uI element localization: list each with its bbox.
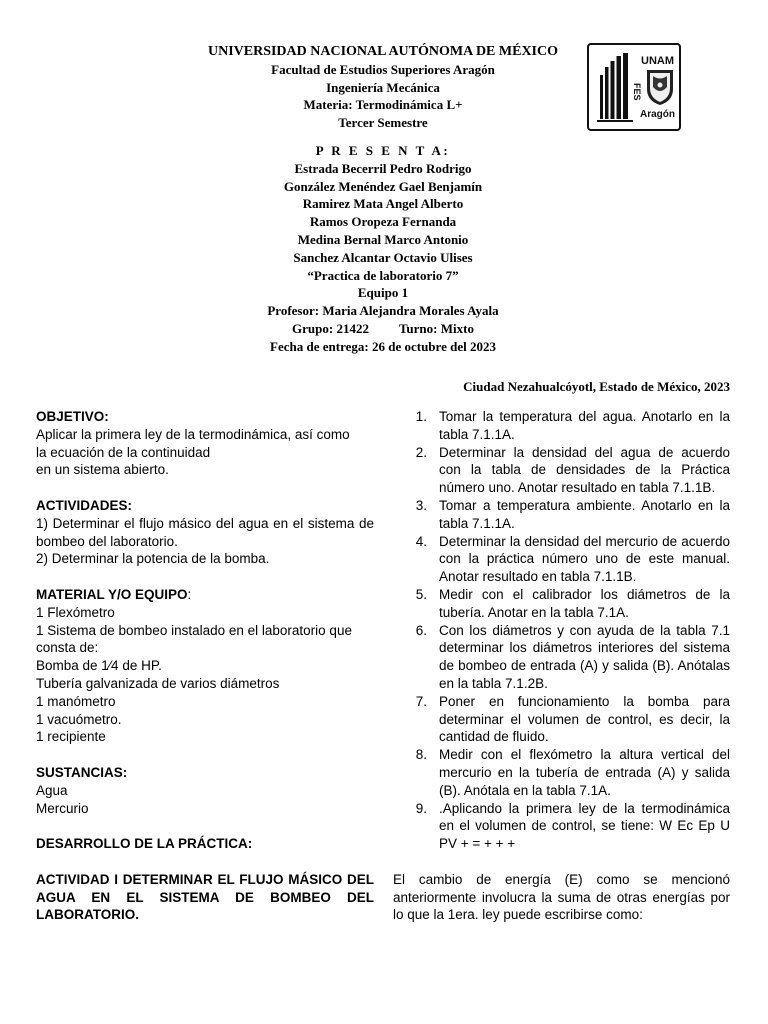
material-item: 1 manómetro: [36, 693, 116, 709]
procedure-step: [393, 408, 730, 444]
material-item: 1 Sistema de bombeo instalado en el laboratorio que consta de:: [36, 622, 352, 656]
step-number: 3.: [415, 497, 427, 513]
shift-label: Turno: Mixto: [398, 320, 474, 336]
material-heading-colon: :: [187, 586, 192, 602]
step-number: 6.: [415, 622, 427, 638]
material-heading: MATERIAL Y/O EQUIPO: [36, 586, 188, 602]
career-name: Ingeniería Mecánica: [326, 79, 440, 95]
procedure-step: [393, 533, 730, 586]
left-column: [36, 408, 374, 924]
procedure-step: [393, 800, 730, 853]
actividad-1-heading: ACTIVIDAD I DETERMINAR EL FLUJO MÁSICO DEL AGUA EN EL SISTEMA DE BOMBEO DEL LABORATORIO.: [36, 871, 374, 923]
objetivo-heading: OBJETIVO:: [36, 409, 109, 424]
procedure-step: [393, 693, 730, 746]
group-label: Grupo: 21422: [292, 320, 369, 336]
team-label: Equipo 1: [357, 285, 409, 301]
step-text: .Aplicando la primera ley de la termodinámica en el volumen de control, se tiene: W Ec Ep U PV + = + + +: [439, 800, 730, 852]
actividad-item: 2) Determinar la potencia de la bomba.: [36, 551, 270, 567]
desarrollo-heading: DESARROLLO DE LA PRÁCTICA:: [36, 836, 253, 852]
student-name: Sanchez Alcantar Octavio Ulises: [293, 249, 473, 265]
fes-text: FES: [632, 83, 642, 101]
procedure-step: [393, 622, 730, 693]
sustancia-item: Mercurio: [36, 800, 89, 816]
material-item: 1 Flexómetro: [36, 604, 115, 620]
student-name: Estrada Becerril Pedro Rodrigo: [294, 160, 472, 176]
material-item: 1 vacuómetro.: [36, 711, 122, 727]
actividad-item: 1) Determinar el flujo másico del agua en el sistema de bombeo del laboratorio.: [36, 515, 374, 549]
fes-aragon-logo: [587, 43, 681, 131]
student-name: Ramos Oropeza Fernanda: [309, 214, 457, 230]
university-name: UNIVERSIDAD NACIONAL AUTÓNOMA DE MÉXICO: [207, 44, 559, 59]
step-text: Determinar la densidad del mercurio de acuerdo con la práctica número uno de este manual. Anotar resultado en tabla 7.1.1B.: [439, 533, 730, 585]
material-item: Tubería galvanizada de varios diámetros: [36, 675, 280, 691]
material-item: 1 recipiente: [36, 729, 106, 745]
student-name: Medina Bernal Marco Antonio: [297, 231, 469, 247]
sustancia-item: Agua: [36, 782, 68, 798]
step-number: 4.: [415, 533, 427, 549]
subject-name: Materia: Termodinámica L+: [303, 97, 463, 113]
objetivo-line: en un sistema abierto.: [36, 462, 169, 478]
city-year: Ciudad Nezahualcóyotl, Estado de México, 2023: [463, 379, 730, 394]
practice-title: “Practica de laboratorio 7”: [307, 267, 459, 283]
step-number: 9.: [415, 800, 427, 816]
step-number: 1.: [415, 409, 427, 424]
unam-text: UNAM: [641, 55, 674, 67]
professor-label: Profesor: Maria Alejandra Morales Ayala: [267, 303, 499, 319]
step-text: Determinar la densidad del agua de acuerdo con la tabla de densidades de la Práctica número uno. Anotar resultado en tabla 7.1.1B.: [439, 444, 730, 496]
procedure-step: [393, 586, 730, 622]
procedure-step: [393, 497, 730, 533]
step-number: 5.: [415, 586, 427, 602]
step-text: Poner en funcionamiento la bomba para determinar el volumen de control, es decir, la cantidad de fluido.: [439, 693, 730, 745]
aragon-text: Aragón: [640, 109, 675, 120]
energy-paragraph: El cambio de energía (E) como se mencionó anteriormente involucra la suma de otras energías por lo que la 1era. ley puede escribirse como:: [393, 871, 730, 923]
procedure-step: [393, 746, 730, 799]
step-text: Con los diámetros y con ayuda de la tabla 7.1 determinar los diámetros interiores del sistema de bombeo de entrada (A) y salida (B). Anótalas en la tabla 7.1.2B.: [439, 622, 730, 691]
step-number: 2.: [415, 444, 427, 460]
step-text: Medir con el calibrador los diámetros de la tubería. Anotar en la tabla 7.1A.: [439, 586, 730, 620]
unam-logo-graphic: [589, 45, 679, 129]
objetivo-line: la ecuación de la continuidad: [36, 444, 211, 460]
group-shift-line: [160, 320, 606, 338]
procedure-list: [393, 408, 730, 853]
student-name: González Menéndez Gael Benjamín: [283, 178, 483, 194]
step-text: Tomar a temperatura ambiente. Anotarlo en la tabla 7.1.1A.: [439, 497, 730, 531]
step-text: Medir con el flexómetro la altura vertical del mercurio en la tubería de entrada (A) y salida (B). Anótala en la tabla 7.1A.: [439, 747, 730, 798]
delivery-date: Fecha de entrega: 26 de octubre del 2023: [270, 338, 496, 354]
presenta-label: P R E S E N T A:: [315, 142, 451, 158]
right-column: [393, 408, 730, 938]
step-number: 8.: [415, 747, 427, 763]
sustancias-heading: SUSTANCIAS:: [36, 764, 128, 780]
semester: Tercer Semestre: [338, 115, 428, 131]
step-number: 7.: [415, 693, 427, 709]
actividades-heading: ACTIVIDADES:: [36, 497, 133, 513]
material-item: Bomba de 1⁄4 de HP.: [36, 658, 162, 674]
material-heading-line: [36, 586, 374, 604]
cover-header: [160, 43, 606, 356]
faculty-name: Facultad de Estudios Superiores Aragón: [271, 61, 495, 77]
objetivo-line: Aplicar la primera ley de la termodinámica, así como: [36, 426, 350, 442]
procedure-step: [393, 444, 730, 497]
student-name: Ramirez Mata Angel Alberto: [302, 196, 464, 212]
step-text: Tomar la temperatura del agua. Anotarlo en la tabla 7.1.1A.: [439, 409, 730, 442]
